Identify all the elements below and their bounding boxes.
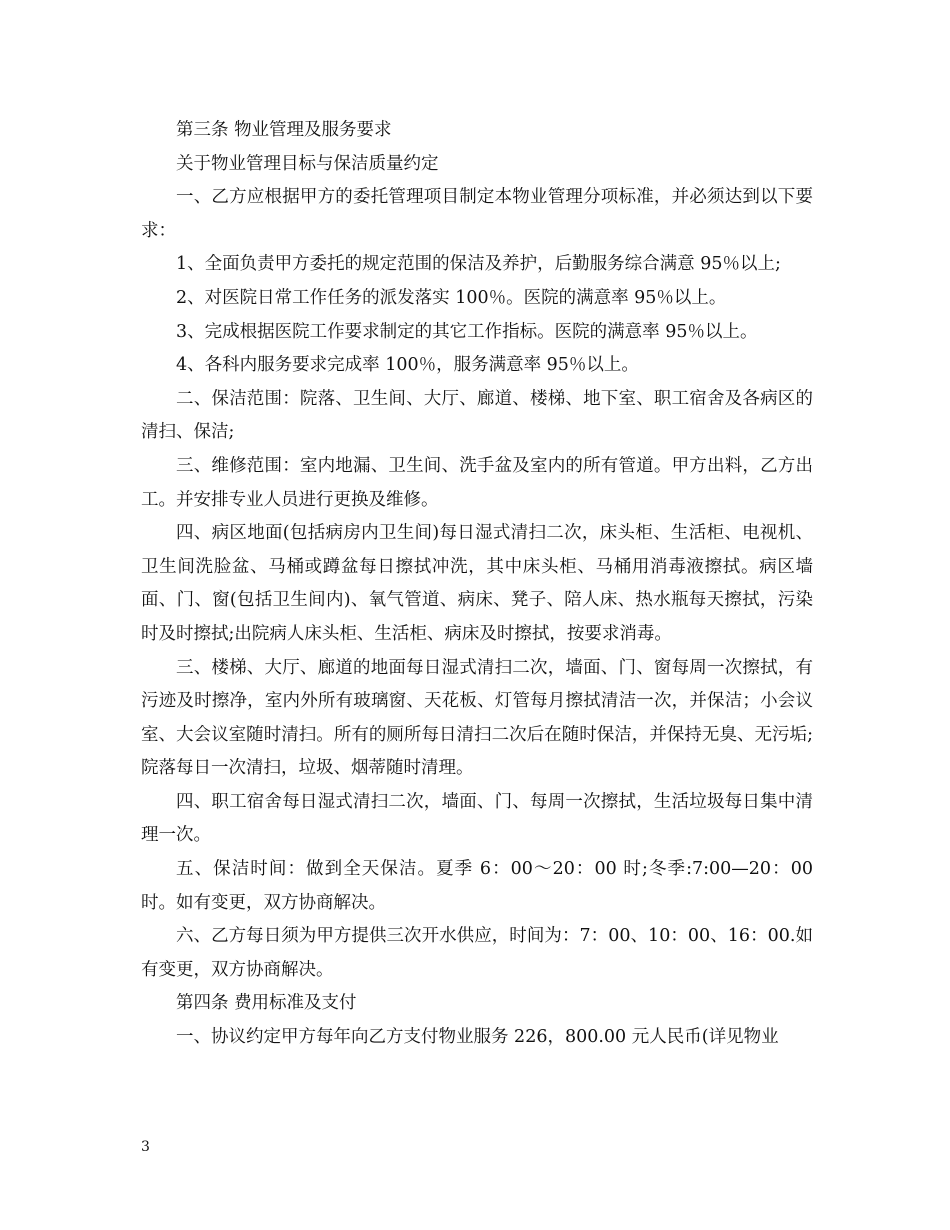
page-number: 3 xyxy=(141,1139,150,1155)
paragraph-hot-water: 六、乙方每日须为甲方提供三次开水供应，时间为：7：00、10：00、16：00.如有变更，双方协商解决。 xyxy=(141,926,813,980)
paragraph-item-2: 2、对医院日常工作任务的派发落实 100％。医院的满意率 95％以上。 xyxy=(176,287,727,308)
paragraph-ward-cleaning: 四、病区地面(包括病房内卫生间)每日湿式清扫二次，床头柜、生活柜、电视机、卫生间洗脸盆、马桶或蹲盆每日擦拭冲洗，其中床头柜、马桶用消毒液擦拭。病区墙面、门、窗(包括卫生间内)、氧气管道、病床、凳子、陪人床、热水瓶每天擦拭，污染时及时擦拭;出院病人床头柜、生活柜、病床及时擦拭，按要求消毒。 xyxy=(141,523,813,644)
paragraph-cleaning-scope: 二、保洁范围：院落、卫生间、大厅、廊道、楼梯、地下室、职工宿舍及各病区的清扫、保洁; xyxy=(141,388,813,443)
paragraph-item-1: 1、全面负责甲方委托的规定范围的保洁及养护，后勤服务综合满意 95％以上; xyxy=(176,254,781,275)
paragraph-common-areas: 三、楼梯、大厅、廊道的地面每日湿式清扫二次，墙面、门、窗每周一次擦拭，有污迹及时擦净，室内外所有玻璃窗、天花板、灯管每月擦拭清洁一次，并保洁；小会议室、大会议室随时清扫。所有的厕所每日清扫二次后在随时保洁，并保持无臭、无污垢;院落每日一次清扫，垃圾、烟蒂随时清理。 xyxy=(141,657,813,779)
paragraph-cleaning-hours: 五、保洁时间：做到全天保洁。夏季 6：00～20：00 时;冬季:7:00—20：00 时。如有变更，双方协商解决。 xyxy=(141,859,813,913)
paragraph-repair-scope: 三、维修范围：室内地漏、卫生间、洗手盆及室内的所有管道。甲方出料，乙方出工。并安排专业人员进行更换及维修。 xyxy=(141,455,813,510)
paragraph-requirements-intro: 一、乙方应根据甲方的委托管理项目制定本物业管理分项标准，并必须达到以下要求： xyxy=(141,187,813,241)
paragraph-staff-dormitory: 四、职工宿舍每日湿式清扫二次，墙面、门、每周一次擦拭，生活垃圾每日集中清理一次。 xyxy=(141,791,813,846)
document-body xyxy=(141,114,813,1055)
section-subtitle: 关于物业管理目标与保洁质量约定 xyxy=(176,153,439,174)
paragraph-item-4: 4、各科内服务要求完成率 100％，服务满意率 95％以上。 xyxy=(176,355,639,376)
article-4-heading: 第四条 费用标准及支付 xyxy=(176,993,357,1014)
paragraph-fee-agreement: 一、协议约定甲方每年向乙方支付物业服务 226，800.00 元人民币(详见物业 xyxy=(176,1027,779,1048)
paragraph-item-3: 3、完成根据医院工作要求制定的其它工作指标。医院的满意率 95％以上。 xyxy=(176,321,758,342)
article-3-heading: 第三条 物业管理及服务要求 xyxy=(176,120,392,140)
